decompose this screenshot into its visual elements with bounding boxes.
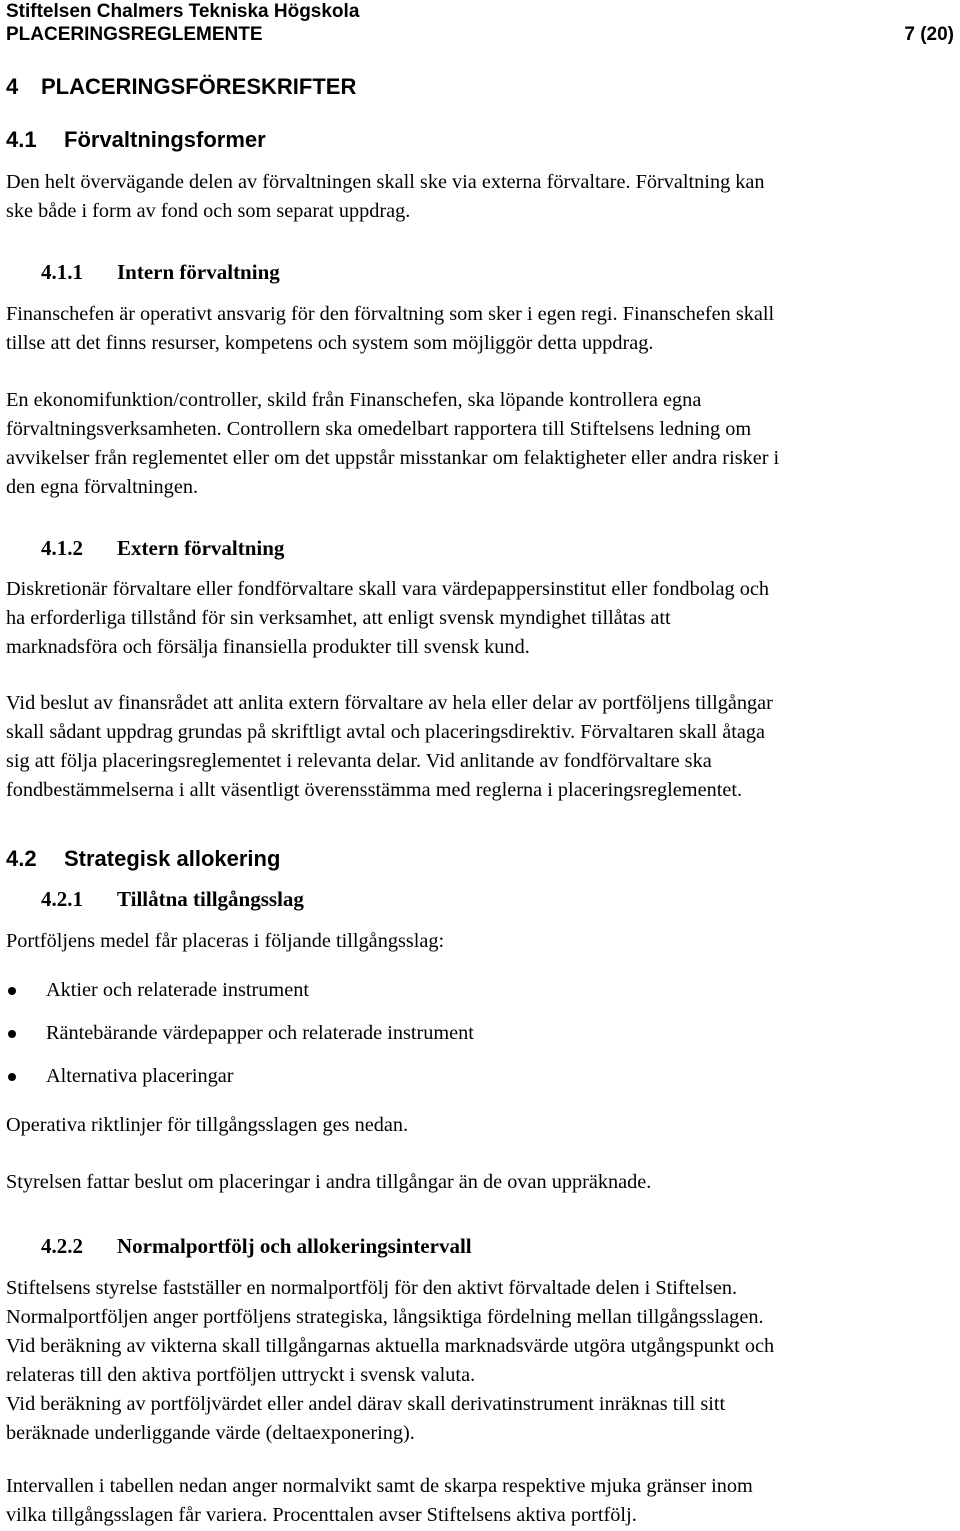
asset-class-list [6,969,474,1098]
text-line: Intervallen i tabellen nedan anger normalvikt samt de skarpa respektive mjuka gränser inom [6,1475,753,1497]
paragraph-4-2-1-b [6,1168,651,1197]
heading-4-1 [6,127,266,153]
heading-4-2-1-title: Tillåtna tillgångsslag [117,887,304,911]
heading-4-number: 4 [6,74,19,99]
text-line: vilka tillgångsslagen får variera. Procenttalen avser Stiftelsens aktiva portfölj. [6,1504,637,1526]
text-line: Vid beräkning av portföljvärdet eller andel därav skall derivatinstrument inräknas till sitt [6,1393,726,1415]
text-line: Finanschefen är operativt ansvarig för den förvaltning som sker i egen regi. Finanschefen skall [6,303,775,325]
text-line: fondbestämmelserna i allt väsentligt överensstämma med reglerna i placeringsreglementet. [6,779,743,801]
list-item [6,969,474,1012]
list-item [6,1055,474,1098]
heading-4-2-2 [41,1234,472,1258]
page-header [6,0,954,46]
list-item-text: Räntebärande värdepapper och relaterade instrument [46,1022,474,1044]
paragraph-4-2-1-intro [6,927,444,956]
paragraph-4-1-1-a [6,300,774,358]
list-item-text: Aktier och relaterade instrument [46,979,309,1001]
heading-4-1-2 [41,536,284,560]
text-line: skall sådant uppdrag grundas på skriftligt avtal och placeringsdirektiv. Förvaltaren skall åtaga [6,721,766,743]
text-line: Normalportföljen anger portföljens strategiska, långsiktiga fördelning mellan tillgångsslagen. [6,1306,764,1328]
heading-4-1-2-number: 4.1.2 [41,536,83,560]
paragraph-4-1-2-a [6,575,769,662]
text-line: En ekonomifunktion/controller, skild från Finanschefen, ska löpande kontrollera egna [6,389,702,411]
heading-4-2-number: 4.2 [6,846,37,871]
heading-4-1-title: Förvaltningsformer [64,127,266,152]
heading-4-2-1-number: 4.2.1 [41,887,83,911]
paragraph-4-1-1-b [6,386,779,502]
heading-4-1-1-number: 4.1.1 [41,260,83,284]
heading-4-1-1-title: Intern förvaltning [117,260,280,284]
paragraph-4-2-2-a [6,1274,774,1448]
text-line: sig att följa placeringsreglementet i relevanta delar. Vid anlitande av fondförvaltare ska [6,750,712,772]
heading-4-2-1 [41,887,304,911]
heading-4-title: PLACERINGSFÖRESKRIFTER [41,74,357,99]
text-line: den egna förvaltningen. [6,476,199,498]
header-page-number: 7 (20) [904,24,954,45]
text-line: Vid beslut av finansrådet att anlita extern förvaltare av hela eller delar av portföljens tillgångar [6,692,773,714]
text-line: Diskretionär förvaltare eller fondförvaltare skall vara värdepappersinstitut eller fondbolag och [6,578,770,600]
heading-4-1-2-title: Extern förvaltning [117,536,285,560]
text-line: förvaltningsverksamheten. Controllern ska omedelbart rapportera till Stiftelsens ledning om [6,418,752,440]
text-line: avvikelser från reglementet eller om det uppstår misstankar om felaktigheter eller andra risker i [6,447,780,469]
heading-4-2 [6,846,280,872]
text-line: Operativa riktlinjer för tillgångsslagen ges nedan. [6,1114,409,1136]
paragraph-4-1 [6,168,765,226]
paragraph-4-2-1-a [6,1111,408,1140]
bullet-icon [8,987,16,995]
text-line: tillse att det finns resurser, kompetens och system som möjliggör detta uppdrag. [6,332,654,354]
text-line: Stiftelsens styrelse fastställer en normalportfölj för den aktivt förvaltade delen i Stiftelsen. [6,1277,738,1299]
paragraph-4-2-2-b [6,1472,753,1530]
text-line: relateras till den aktiva portföljen uttryckt i svensk valuta. [6,1364,476,1386]
heading-4-2-title: Strategisk allokering [64,846,281,871]
bullet-icon [8,1030,16,1038]
list-item-text: Alternativa placeringar [46,1065,234,1087]
heading-4-2-2-title: Normalportfölj och allokeringsintervall [117,1234,472,1258]
paragraph-4-1-2-b [6,689,773,805]
text-line: ske både i form av fond och som separat uppdrag. [6,200,411,222]
text-line: Portföljens medel får placeras i följande tillgångsslag: [6,930,445,952]
text-line: ha erforderliga tillstånd för sin verksamhet, att enligt svensk myndighet tillåtas att [6,607,671,629]
text-line: Styrelsen fattar beslut om placeringar i andra tillgångar än de ovan uppräknade. [6,1171,652,1193]
header-org: Stiftelsen Chalmers Tekniska Högskola [6,1,360,22]
header-doc-title: PLACERINGSREGLEMENTE [6,24,263,45]
bullet-icon [8,1073,16,1081]
heading-4 [6,74,356,100]
text-line: Vid beräkning av vikterna skall tillgångarnas aktuella marknadsvärde utgöra utgångspunkt och [6,1335,775,1357]
text-line: marknadsföra och försälja finansiella produkter till svensk kund. [6,636,530,658]
text-line: beräknade underliggande värde (deltaexponering). [6,1422,415,1444]
heading-4-1-number: 4.1 [6,127,37,152]
list-item [6,1012,474,1055]
heading-4-2-2-number: 4.2.2 [41,1234,83,1258]
heading-4-1-1 [41,260,280,284]
text-line: Den helt övervägande delen av förvaltningen skall ske via externa förvaltare. Förvaltning kan [6,171,765,193]
